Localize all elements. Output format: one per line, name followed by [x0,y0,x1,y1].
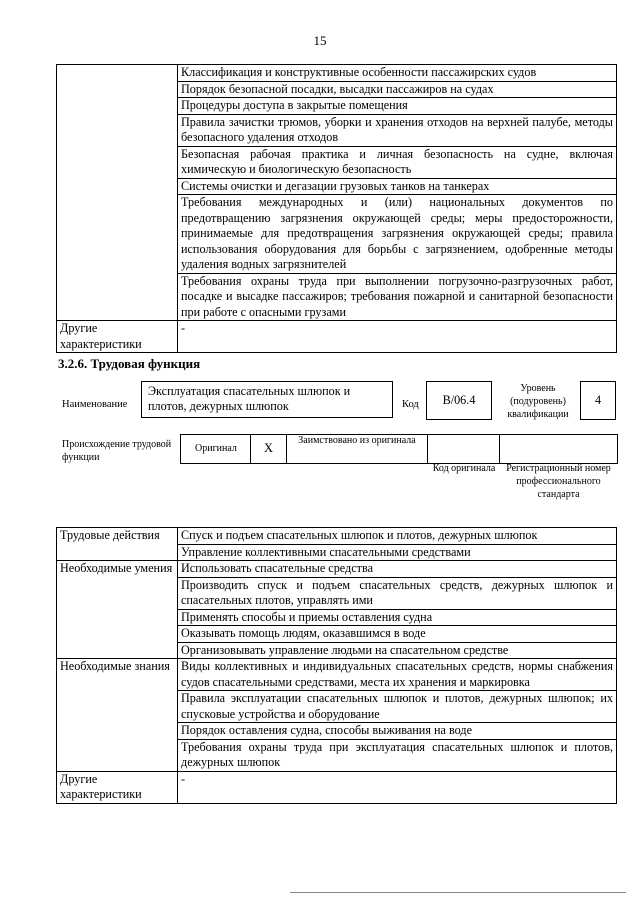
group-label: Трудовые действия [57,528,178,561]
table-cell: Требования международных и (или) национальных документов по предотвращению загрязнения окружающей среды; меры предосторожности, принимаемые для предотвращения загрязнения окружающей среды; правила использования оборудования для борьбы с загрязнением, одобренные методы удаления водных загрязнителей [178,195,617,274]
registration-number-label: Регистрационный номер профессионального стандарта [506,463,611,500]
table-row [57,659,617,691]
table-row [57,771,617,803]
original-mark: X [251,435,287,464]
table-cell: Требования охраны труда при выполнении погрузочно-разгрузочных работ, посадке и высадке пассажиров; требования пожарной и санитарной безопасности при работе с опасными грузами [178,273,617,321]
qualification-level-label: Уровень (подуровень) квалификации [507,383,569,420]
table-cell: Виды коллективных и индивидуальных спасательных средств, нормы снабжения судов спасательными средствами, места их хранения и маркировка [178,659,617,691]
table-cell: - [178,771,617,803]
table-cell: Производить спуск и подъем спасательных средств, дежурных шлюпок и спасательных плотов, управлять ими [178,577,617,609]
group-label: Необходимые умения [57,561,178,659]
code-original-label: Код оригинала [432,463,496,474]
table-row [57,561,617,578]
other-characteristics-label: Другие характеристики [57,321,178,353]
labor-function-table [56,527,617,804]
table-row [57,321,617,353]
qualification-level-box: 4 [580,381,616,420]
table-row [181,435,618,464]
table-cell: Спуск и подъем спасательных шлюпок и плотов, дежурных шлюпок [178,528,617,545]
empty-label-cell [57,65,178,321]
code-value-box: B/06.4 [426,381,492,420]
function-name-box: Эксплуатация спасательных шлюпок и плотов, дежурных шлюпок [141,381,393,418]
table-cell: Порядок безопасной посадки, высадки пассажиров на судах [178,81,617,98]
group-label: Необходимые знания [57,659,178,772]
knowledge-table-continued [56,64,617,353]
table-cell: Управление коллективными спасательными средствами [178,544,617,561]
table-cell: Порядок оставления судна, способы выживания на воде [178,723,617,740]
borrowed-label: Заимствовано из оригинала [287,435,428,464]
table-cell: Правила эксплуатации спасательных шлюпок и плотов, дежурных шлюпок; их спусковые устройства и оборудование [178,691,617,723]
other-characteristics-value: - [178,321,617,353]
table-cell: Правила зачистки трюмов, уборки и хранения отходов на верхней палубе, методы безопасного удаления отходов [178,114,617,146]
page-number: 15 [313,33,327,48]
table-cell: Использовать спасательные средства [178,561,617,578]
table-cell: Безопасная рабочая практика и личная безопасность на судне, включая химическую и биологическую безопасность [178,146,617,178]
table-cell: Требования охраны труда при эксплуатация спасательных шлюпок и плотов, дежурных шлюпок [178,739,617,771]
table-cell: Классификация и конструктивные особенности пассажирских судов [178,65,617,82]
table-cell: Применять способы и приемы оставления судна [178,609,617,626]
group-label: Другие характеристики [57,771,178,803]
table-cell: Процедуры доступа в закрытые помещения [178,98,617,115]
table-cell: Оказывать помощь людям, оказавшимся в воде [178,626,617,643]
table-row [57,528,617,545]
code-label: Код [402,399,419,410]
name-label: Наименование [62,399,128,410]
original-code-cell [428,435,500,464]
table-cell: Организовывать управление людьми на спасательном средстве [178,642,617,659]
registration-number-cell [500,435,618,464]
table-row [57,65,617,82]
origin-table [180,434,618,464]
signature-line [290,892,626,893]
section-heading: 3.2.6. Трудовая функция [58,356,201,371]
table-cell: Системы очистки и дегазации грузовых танков на танкерах [178,178,617,195]
original-label: Оригинал [181,435,251,464]
origin-label: Происхождение трудовой функции [62,439,172,463]
